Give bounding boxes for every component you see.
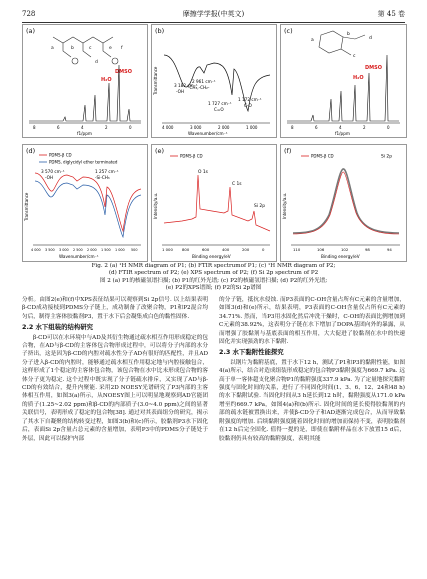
xps-f-raw-curve: [293, 169, 399, 233]
xps-f-xtick-1: 110: [293, 247, 301, 252]
left-paragraph-2: β-CD可以在水环境中与AD及其衍生物通过疏水相互作用形成稳定的包合物，在AD与β-CD的主客体包合物形成过程中，可以将分子内部的水分子挤出，这是因为β-CD的内腔对疏水性分子AD有很好的匹配性，并且AD分子进入β-CD的内腔时，能够通过疏水相互作用稳定地与内腔接触包合，这样形成了1个稳定的主客体包合物，该包合物在水中比未形成包合物的客体分子更为稳定. 这个过程中既实现了分子链疏水排斥，又实现了AD与β-CD的有效结合，提升内聚能. 采用2D NOESY光谱研究了P3内部的主客体相互作用，如图3(a)所示，从NOESY图上可以明显地观察到AD官能团的质子(1.25~2.02 ppm)和β-CD的内部质子(3.0~4.0 ppm)之间的显著关联信号，表明形成了稳定的包合物[38]. 通过对其表面组分的研究，揭示了其水下自凝聚的结构转变过程，如图3(b)和(c)所示，胶黏剂P3水下固化后，表面Si 2p含量占总元素的含量增加，表明P3中的PDMS分子链处于外层，因此可以保护内部: [22, 334, 208, 442]
nmr-a-label-c: c: [89, 46, 92, 51]
volume-number: 第 45 卷: [377, 10, 405, 18]
nmr-c-xtick-2: 6: [315, 125, 318, 130]
ftir-d-xtick-1: 4 000: [31, 248, 41, 252]
ftir-b-oh: -OH: [176, 89, 185, 94]
ftir-b-co: C=O: [214, 107, 224, 112]
nmr-c-xtick-3: 4: [339, 125, 342, 130]
nmr-c-xtick-5: 0: [387, 125, 390, 130]
xps-e-xlabel: Binding energy/eV: [192, 254, 231, 259]
section-2-2-heading: 2.2 水下组装的结构研究: [22, 323, 94, 332]
panel-e-plot: [152, 145, 276, 261]
ftir-d-xtick-4: 2 500: [73, 248, 83, 252]
ftir-d-xtick-2: 3 500: [45, 248, 55, 252]
ftir-d-curve-pdms: [35, 181, 141, 237]
xps-f-ylabel: Intensity/a.u.: [282, 192, 287, 219]
page-number: 728: [22, 10, 36, 18]
right-column: [219, 296, 405, 444]
panel-a-label: (a): [26, 27, 36, 35]
ftir-b-xtick-2: 3 000: [190, 125, 202, 130]
nmr-a-xtick-1: 8: [33, 125, 36, 130]
nmr-a-water: H₂O: [101, 77, 112, 83]
ftir-d-legend-2: PDMS, diglycidyl ether terminated: [49, 159, 118, 165]
xps-f-xlabel: Binding energy/eV: [321, 254, 360, 259]
panel-e-label: (e): [155, 147, 165, 155]
ftir-d-xlabel: Wavenumber/cm⁻¹: [59, 254, 99, 259]
ftir-d-oh-wavenumber: 3 570 cm⁻¹: [41, 169, 65, 174]
panel-d-label: (d): [26, 147, 36, 155]
ftir-b-xlabel: Wavenumber/cm⁻¹: [188, 131, 228, 136]
nmr-c-label-b: b: [347, 32, 350, 37]
page-header: [22, 8, 405, 23]
panel-b-label: (b): [155, 27, 165, 35]
nmr-c-xtick-4: 2: [363, 125, 366, 130]
xps-e-legend: PDMS-β CD: [180, 153, 203, 159]
nmr-c-water: H₂O: [353, 75, 364, 81]
ftir-b-xtick-3: 2 000: [218, 125, 230, 130]
ftir-d-sich3: -Si-CH₃: [95, 175, 110, 180]
nmr-c-spectrum: [287, 55, 399, 121]
xps-f-legend: PDMS-β CD: [311, 153, 334, 159]
ftir-b-xtick-4: 1 000: [246, 125, 258, 130]
ftir-b-c-o-wavenumber: 1 172 cm⁻¹: [238, 97, 262, 102]
section-2-3-heading: 2.3 水下黏附性能探究: [219, 348, 284, 357]
ftir-d-oh: -OH: [45, 175, 54, 180]
panel-a-plot: [23, 25, 147, 137]
xps-f-xtick-5: 94: [387, 247, 392, 252]
left-paragraph-1: 分析。由图2(e)和(f)中XPS表征结果可以观察到Si 2p信号. 以上结果表明β-CD成功接枝到PDMS分子链上，成功制备了改聚合物，P1和P2混合均匀后，制得主客体胶黏剂P3，置于水下后会凝集成白色的黏性固体.: [22, 297, 208, 320]
ftir-b-ylabel: Transmittance: [153, 66, 158, 95]
ftir-d-sich3-wavenumber: 1 257 cm⁻¹: [95, 169, 119, 174]
panel-c-molecule: [319, 31, 365, 55]
ftir-d-ylabel: Transmittance: [24, 192, 29, 221]
ftir-b-c-o: C-O: [244, 103, 252, 108]
ftir-b-ch-wavenumber: 2 961 cm⁻¹: [192, 79, 216, 84]
panel-a: [22, 24, 148, 138]
panel-b: [151, 24, 277, 138]
xps-e-si2p: Si 2p: [254, 204, 265, 209]
nmr-c-dmso: DMSO: [365, 65, 382, 71]
nmr-a-xtick-5: 0: [129, 125, 132, 130]
ftir-d-xtick-8: 500: [131, 248, 138, 252]
xps-e-xtick-3: 600: [202, 247, 210, 252]
panel-f-plot: [281, 145, 406, 261]
xps-e-c1s: C 1s: [232, 182, 242, 187]
figure-caption-zh: [22, 278, 405, 292]
nmr-a-label-b: b: [71, 46, 74, 51]
xps-e-xtick-1: 1 000: [162, 247, 173, 252]
ftir-d-xtick-6: 1 500: [101, 248, 111, 252]
nmr-c-label-c: c: [353, 54, 356, 59]
xps-f-xtick-3: 102: [341, 247, 349, 252]
nmr-a-label-f: f: [121, 46, 123, 51]
caption-zh-line-1: 图 2 (a) P1的核磁氢谱扫描; (b) P1的红外光谱; (c) P2的核磁氢谱扫描; (d) P2的红外光谱;: [99, 278, 328, 284]
figure-caption-en: [22, 263, 405, 277]
nmr-c-label-d: d: [369, 36, 372, 41]
panel-e: [151, 144, 277, 262]
nmr-a-xtick-2: 6: [57, 125, 60, 130]
left-column: [22, 296, 208, 444]
xps-e-xtick-6: 0: [262, 247, 265, 252]
body-text: [22, 296, 405, 572]
ftir-b-ch: -CH₃,-CH₂-: [188, 85, 210, 90]
ftir-d-xtick-3: 3 000: [59, 248, 69, 252]
ftir-d-legend-1: PDMS-β CD: [49, 152, 72, 158]
figure-2: [22, 24, 405, 262]
xps-f-xtick-2: 106: [317, 247, 325, 252]
panel-f-label: (f): [284, 147, 292, 155]
ftir-d-xtick-7: 1 000: [115, 248, 125, 252]
ftir-b-oh-wavenumber: 3 182 cm⁻¹: [174, 83, 198, 88]
xps-e-ylabel: Intensity/a.u.: [153, 192, 158, 219]
nmr-a-xtick-4: 2: [105, 125, 108, 130]
xps-e-xtick-4: 400: [222, 247, 230, 252]
panel-b-plot: [152, 25, 276, 137]
panel-d: [22, 144, 148, 262]
xps-e-xtick-5: 200: [242, 247, 250, 252]
panel-c-plot: [281, 25, 406, 137]
ftir-b-co-wavenumber: 1 727 cm⁻¹: [208, 101, 232, 106]
nmr-c-label-a: a: [311, 38, 314, 43]
ftir-d-xtick-5: 2 000: [87, 248, 97, 252]
nmr-a-xlabel: f1/ppm: [77, 131, 92, 136]
right-paragraph-2: 以钢片为黏附基底，置于水下12 h，测试了P1和P3的黏附性能，如图4(a)所示，结合对造成组装形成稳定的包合物P3黏附强度为669.7 kPa. 远高于单一客体超支化聚合物P1的黏附强度337.9 kPa. 为了定量地探究黏附强度与固化时间的关系，进行了不同固化时间(1、3、6、12、24和48 h)的水下黏附试验. 当固化时间从3 h延长到12 h时，黏附强度从171.0 kPa增至约669.7 kPa，如图4(a)和(b)所示. 固化时间的延长使得胶黏剂的内部的疏水链被置换出来，并使β-CD分子和AD逐渐完成包合，从而导致黏附强度的增加. 后续黏附强度随着固化时间的增加而保持不变，表明胶黏剂在12 h后完全固化. 值得一提的是，即使在黏附样品在水下放置15 d后，胶黏剂仍具有较高的黏附强度，表明其能: [219, 359, 405, 442]
caption-zh-line-2: (e) P2的XPS谱图; (f) P2的Si 2p谱图: [165, 285, 262, 291]
nmr-c-xtick-1: 8: [291, 125, 294, 130]
xps-e-o1s: O 1s: [198, 170, 208, 175]
right-paragraph-1: 的分子链，抵抗水侵蚀. 而P3表面的C-OH含量占所有C元素的含量增加，如图3(d)和(e)所示，结果表明，P3表面的C-OH含量仅占所有C元素的34.71%. 然而，当P3用水固化然后冲洗干燥时，C-OH的表面比例增加到C元素的38.92%，这表明分子链在水下增加了DOPA基团向外的暴露，从而增强了胶黏剂与基底表面的相互作用，大大促进了胶黏剂在水中的快速固化并实现强劲的水下黏附.: [219, 297, 405, 346]
xps-e-xtick-2: 800: [182, 247, 190, 252]
nmr-a-label-a: a: [51, 46, 54, 51]
caption-en-line-1: Fig. 2 (a) ¹H NMR diagram of P1; (b) FTIR spectrumof P1; (c) ¹H NMR diagram of P2;: [91, 263, 336, 269]
panel-c-label: (c): [284, 27, 293, 35]
xps-e-spectrum: [164, 175, 270, 231]
journal-name: 摩擦学学报(中英文): [182, 10, 245, 18]
nmr-a-xtick-3: 4: [81, 125, 84, 130]
ftir-b-xtick-1: 4 000: [162, 125, 174, 130]
nmr-a-dmso: DMSO: [115, 69, 132, 75]
panel-f: [280, 144, 407, 262]
nmr-c-xlabel: f1/ppm: [335, 131, 350, 136]
nmr-a-label-e: e: [109, 46, 112, 51]
caption-en-line-2: (d) FTIR spectrum of P2; (e) XPS spectrum of P2; (f) Si 2p spectrum of P2: [108, 270, 319, 276]
xps-f-xtick-4: 98: [365, 247, 370, 252]
nmr-a-label-d: d: [95, 60, 98, 65]
xps-f-si2p: Si 2p: [381, 154, 392, 160]
panel-d-plot: [23, 145, 147, 261]
xps-f-fit-curve: [293, 172, 399, 234]
panel-c: [280, 24, 407, 138]
